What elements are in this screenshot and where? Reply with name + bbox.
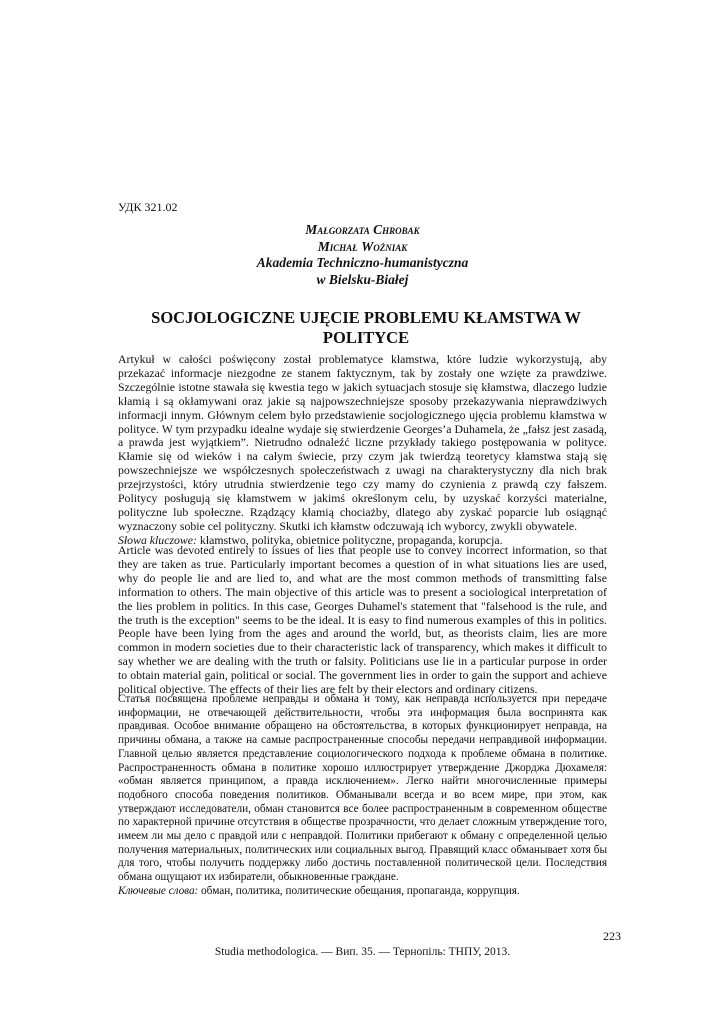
page-number: 223 (603, 929, 621, 943)
abstract-polish-text: Artykuł w całości poświęcony został problematyce kłamstwa, które ludzie wykorzystują, aby przekazać informacje niezgodne ze stanem faktycznym, tak by zostały one wzięte za prawdziwe. Szczególnie istotne stawała się kwestia tego w jakich sytuacjach stosuje się kłamstwa, dlaczego ludzie kłamią i są okłamywani oraz jakie są najpowszechniejsze sposoby przekazywania nieprawdziwych informacji innym. Głównym celem było przedstawienie socjologicznego ujęcia problemu kłamstwa w polityce. W tym przypadku idealne wydaje się stwierdzenie Georges’a Duhamela, że „fałsz jest zasadą, a prawda jest wyjątkiem”. Nietrudno odnaleźć liczne przykłady takiego postępowania w polityce. Kłamie się od wieków i na całym świecie, przy czym jak twierdzą teoretycy kłamstwa stają się powszechniejsze we współczesnych społeczeństwach z uwagi na charakterystyczny dla nich brak przejrzystości, który utrudnia stwierdzenie tego czy mamy do czynienia z prawdą czy fałszem. Politycy posługują się kłamstwem w jakimś określonym celu, by uzyskać korzyści materialne, polityczne lub społeczne. Rządzący kłamią chociażby, dlatego aby zyskać poparcie lub osiągnąć wyznaczony sobie cel polityczny. Skutki ich kłamstw odczuwają ich wyborcy, zwykli obywatele. (118, 352, 607, 533)
keywords-polish-label: Słowa kluczowe: (118, 532, 197, 547)
keywords-russian-label: Ключевые слова: (118, 884, 199, 897)
abstract-russian (118, 693, 607, 899)
article-title: SOCJOLOGICZNE UJĘCIE PROBLEMU KŁAMSTWA W POLITYCE (151, 308, 581, 347)
abstract-english (118, 544, 607, 697)
abstract-polish (118, 353, 607, 548)
keywords-polish-list: kłamstwo, polityka, obietnice polityczne, propaganda, korupcja. (199, 532, 503, 547)
udk-code: УДК 321.02 (118, 200, 178, 214)
author-2-last-name: Woźniak (361, 238, 408, 254)
abstract-russian-text: Статья посвящена проблеме неправды и обмана и тому, как неправда используется при передаче информации, не отвечающей действительности, чтобы эта информация была воспринята как правдивая. Особое внимание обращено на обстоятельства, в которых функционирует неправда, на причины обмана, а также на самые распространенные способы передачи неправдивой информации. Главной целью является представление социологического подхода к проблеме обмана в политике. Распространенность обмана в политике хорошо иллюстрирует утверждение Джорджа Дюхамеля: «обман является принципом, а правда исключением». Легко найти многочисленные примеры подобного способа поведения политиков. Обманывали всегда и во всем мире, при этом, как утверждают исследователи, обман становится все более распространенным в современном обществе по характерной причине отсутствия в обществе прозрачности, что делает сложным утверждение того, имеем ли мы дело с правдой или с неправдой. Политики прибегают к обману с определенной целью получения материальных, политических или социальных выгод. Правящий класс обманывает хотя бы для того, чтобы получить поддержку либо достичь поставленной политической цели. Последствия обмана ощущают их избиратели, обыкновенные граждане. (118, 693, 607, 884)
abstract-english-text: Article was devoted entirely to issues of lies that people use to convey incorrect information, so that they are taken as true. Particularly important becomes a question of in what situations lies are used, why do people lie and are lied to, and what are the most common methods of transmitting false information to others. The main objective of this article was to present a sociological interpretation of the lies problem in politics. In this case, Georges Duhamel's statement that "falsehood is the rule, and the truth is the exception" seems to be the ideal. It is easy to find numerous examples of this in politics. People have been lying from the ages and around the world, but, as theorists claim, lies are more common in modern societies due to their characteristic lack of transparency, which makes it difficult to say whether we are dealing with the truth or falsity. Politicians use lie in a particular purpose in order to obtain material gain, political or social. The government lies in order to gain the support and achieve political objective. The effects of their lies are felt by their electors and ordinary citizens. (118, 543, 607, 697)
affiliation-line-2: w Bielsku-Białej (316, 271, 409, 287)
author-1 (0, 222, 725, 239)
author-2 (0, 239, 725, 256)
affiliation-line-1: Akademia Techniczno-humanistyczna (256, 255, 469, 270)
author-1-first-name: Małgorzata (305, 222, 370, 237)
author-1-last-name: Chrobak (373, 222, 420, 237)
page-footer: Studia methodologica. — Вип. 35. — Тернопіль: ТНПУ, 2013. (214, 946, 511, 958)
author-2-first-name: Michał (317, 238, 358, 254)
author-block (0, 222, 725, 288)
keywords-russian (118, 885, 607, 899)
keywords-russian-list: обман, политика, политические обещания, пропаганда, коррупция. (201, 884, 520, 897)
